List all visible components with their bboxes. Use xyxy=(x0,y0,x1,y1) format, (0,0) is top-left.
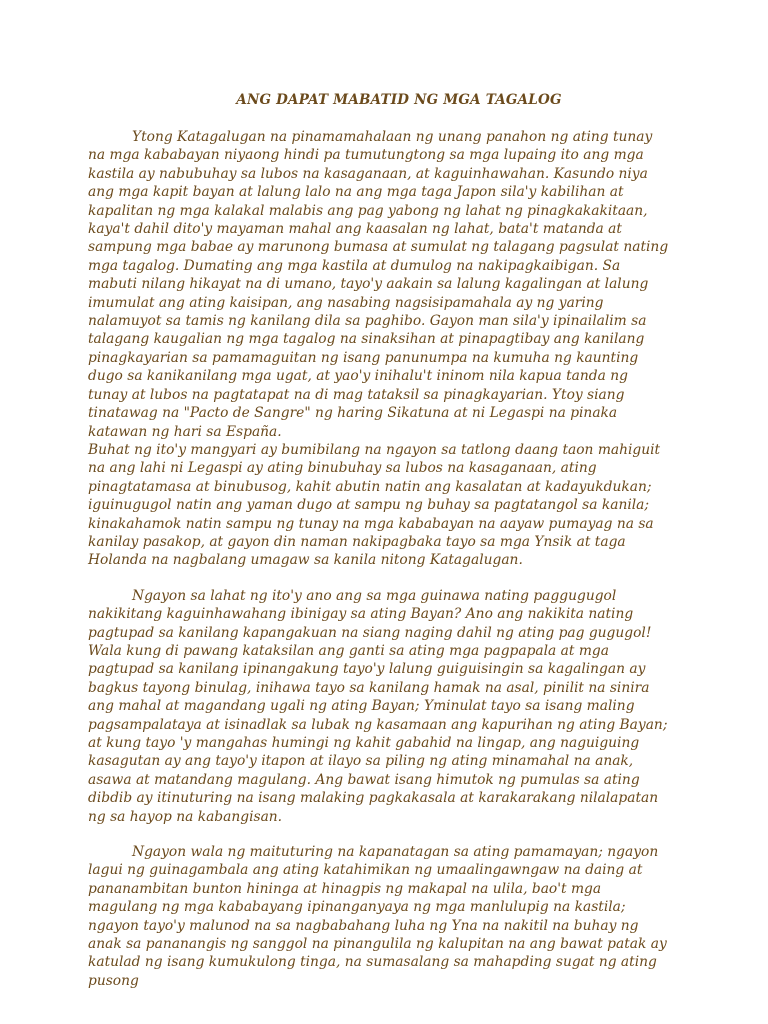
paragraph-1: Ytong Katagalugan na pinamamahalaan ng unang panahon ng ating tunay na mga kababayan niyaong hindi pa tumutungtong sa mga lupaing ito ang mga kastila ay nabubuhay sa lubos na kasaganaan, at kaguinhawahan. Kasundo niya ang mga kapit bayan at lalung lalo na ang mga taga Japon sila'y kabilihan at kapalitan ng mga kalakal malabis ang pag yabong ng lahat ng pinagkakakitaan, kaya't dahil dito'y mayaman mahal ang kaasalan ng lahat, bata't matanda at sampung mga babae ay marunong bumasa at sumulat ng talagang pagsulat nating mga tagalog. Dumating ang mga kastila at dumulog na nakipagkaibigan. Sa mabuti nilang hikayat na di umano, tayo'y aakain sa lalung kagalingan at lalung imumulat ang ating kaisipan, ang nasabing nagsisipamahala ay ng yaring nalamuyot sa tamis ng kanilang dila sa paghibo. Gayon man sila'y ipinailalim sa talagang kaugalian ng mga tagalog na sinaksihan at pinapagtibay ang kanilang pinagkayarian sa pamamaguitan ng isang panunumpa na kumuha ng kaunting dugo sa kanikanilang mga ugat, at yao'y inihalu't ininom nila kapua tanda ng tunay at lubos na pagtatapat na di mag tataksil sa pinagkayarian. Ytoy siang tinatawag na "Pacto de Sangre" ng haring Sikatuna at ni Legaspi na pinaka katawan ng hari sa España. xyxy=(88,129,669,440)
paragraph-2: Buhat ng ito'y mangyari ay bumibilang na ngayon sa tatlong daang taon mahiguit na ang lahi ni Legaspi ay ating binubuhay sa lubos na kasaganaan, ating pinagtatamasa at binubusog, kahit abutin natin ang kasalatan at kadayukdukan; iguinugugol natin ang yaman dugo at sampu ng buhay sa pagtatangol sa kanila; kinakahamok natin sampu ng tunay na mga kababayan na aayaw pumayag na sa kanilay pasakop, at gayon din naman nakipagbaka tayo sa mga Ynsik at taga Holanda na nagbalang umagaw sa kanila nitong Katagalugan. xyxy=(88,441,661,569)
paragraph-3: Ngayon sa lahat ng ito'y ano ang sa mga guinawa nating paggugugol nakikitang kaguinhawahang ibinigay sa ating Bayan? Ano ang nakikita nating pagtupad sa kanilang kapangakuan na siang naging dahil ng ating pag gugugol! Wala kung di pawang kataksilan ang ganti sa ating mga pagpapala at mga pagtupad sa kanilang ipinangakung tayo'y lalung guiguisingin sa kagalingan ay bagkus tayong binulag, inihawa tayo sa kanilang hamak na asal, pinilit na sinira ang mahal at magandang ugali ng ating Bayan; Yminulat tayo sa isang maling pagsampalataya at isinadlak sa lubak ng kasamaan ang kapurihan ng ating Bayan; at kung tayo 'y mangahas humingi ng kahit gabahid na lingap, ang naguiguing kasagutan ay ang tayo'y itapon at ilayo sa piling ng ating minamahal na anak, asawa at matandang magulang. Ang bawat isang himutok ng pumulas sa ating dibdib ay itinuturing na isang malaking pagkakasala at karakarakang nilalapatan ng sa hayop na kabangisan. xyxy=(88,587,668,825)
paragraph-4: Ngayon wala ng maituturing na kapanatagan sa ating pamamayan; ngayon lagui ng guinagambala ang ating katahimikan ng umaalingawngaw na daing at pananambitan bunton hininga at hinagpis ng makapal na ulila, bao't mga magulang ng mga kababayang ipinanganyaya ng mga manlulupig na kastila; ngayon tayo'y malunod na sa nagbabahang luha ng Yna na nakitil na buhay ng anak sa pananangis ng sanggol na pinangulila ng kalupitan na ang bawat patak ay katulad ng isang kumukulong tinga, na sumasalang sa mahapding sugat ng ating pusong xyxy=(88,844,667,989)
paragraph-gap xyxy=(88,826,670,843)
document-title: ANG DAPAT MABATID NG MGA TAGALOG xyxy=(236,92,562,108)
paragraph-gap xyxy=(88,570,670,587)
